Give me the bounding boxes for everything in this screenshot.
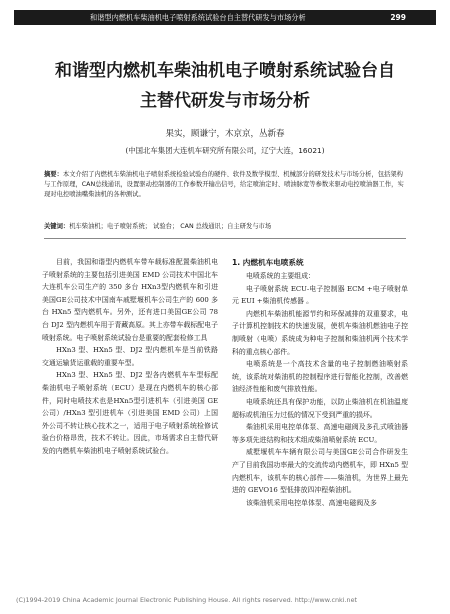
body-paragraph: HXn3 型、HXn5 型、DJ2 型各内燃机车车型标配柴油机电子喷射系统（ECU）是现在内燃机车的核心部件，同时电喷技术也是HXn5型引进机车（引进美国 GE 公司）/HXn3 型引进机车（引进美国 EMD 公司）上国外公司不转让核心技术之一，适用于电子喷射系统检修试验台价格昂贵，技术不转让。因此，市场需求自主替代研发的内燃机车柴油机电子喷射系统试验台。 [42,371,218,455]
article-title [0,56,450,116]
keywords-label: 关键词： [44,223,70,230]
body-paragraph: 电喷系统是一个高技术含量的电子控制燃油喷射系统，该系统对柴油机的控制程序进行智能化控制，改善燃油经济性能和废气排放性能。 [232,360,408,394]
keywords [44,222,406,232]
keywords-text: 机车柴油机；电子喷射系统； 试验台； CAN 总线通讯；自主研发与市场 [69,223,272,230]
body-paragraph: 电子喷射系统 ECU-电子控制器 ECM +电子喷射单元 EUI +柴油机传感器 。 [232,284,408,306]
left-column [42,256,218,458]
body-paragraph: HXn3 型、HXn5 型、DJ2 型内燃机车是当前铁路交通运输货运重载的重要车型。 [42,346,218,367]
article-affiliation: (中国北车集团大连机车研究所有限公司，辽宁大连，16021) [125,146,325,155]
abstract [44,170,406,199]
body-paragraph: 电喷系统的主要组成： [246,272,315,280]
running-header-title: 和谐型内燃机车柴油机电子喷射系统试验台自主替代研发与市场分析 [90,13,306,22]
abstract-label: 摘要： [44,171,63,178]
right-column [232,256,408,509]
body-paragraph: 该柴油机采用电控单体泵、高速电磁阀及多 [246,498,377,507]
body-paragraph: 目前，我国和谐型内燃机车带车载标准配置柴油机电子喷射系统的主要包括引进美国 EMD 公司技术中国北车大连机车公司生产的 350 多台 HXn3型内燃机车和引进美国GE公司技术中国南车戚墅堰机车公司生产的 600 多台 HXn5 型内燃机车。另外，还有进口美国GE公司 78 台 DJ2 型内燃机车用于青藏高原。其上亦带车载标配电子喷射系统。电子喷射系统试验台是重要的配套检修工具 [42,258,218,342]
body-paragraph: 电喷系统还具有保护功能，以防止柴油机在机油温度超标或机油压力过低的情况下受到严重的损坏。 [232,397,408,419]
section-heading: 1. 内燃机车电喷系统 [232,258,304,267]
page-number: 299 [390,13,406,22]
body-paragraph: 威墅堰机车车辆有限公司与美国GE公司合作研发生产了目前我国功率最大的交流传动内燃机车，即 HXn5 型内燃机车，该机车的核心部件——柴油机，为世界上最先进的 GEVO16 型低排放四冲程柴油机。 [232,448,408,495]
article-title-line-2: 主替代研发与市场分析 [140,91,310,111]
article-title-line-1: 和谐型内燃机车柴油机电子喷射系统试验台自 [55,61,395,81]
copyright-footer: (C)1994-2019 China Academic Journal Electronic Publishing House. All rights reserved. http://www.cnki.net [16,596,358,604]
body-paragraph: 柴油机采用电控单体泵、高速电磁阀及多孔式喷油器等多项先进结构和技术组成柴油喷射系统 ECU。 [232,423,408,444]
divider [44,238,406,239]
article-authors: 果实，顾谦宁，木京京，丛新春 [165,129,285,139]
running-header [14,10,436,25]
body-paragraph: 内燃机车柴油机能源节约和环保减排的双重要求，电子计算机控制技术的快速发展，使机车柴油机燃油电子控制喷射（电喷）系统成为种电子控制和柴油机两个技术学科的重点核心部件。 [232,309,408,356]
abstract-text: 本文介绍了内燃机车柴油机电子喷射系统检验试验台的硬件、软件及数学模型、机械部分的研发技术与市场分析，包括架构与工作原理，CAN总线通讯，设置驱动控制器的工作参数开输出信号，给定喷油定时、喷油脉宽等参数来驱动电控喷油器工作，实现对电控喷油嘴柴油机的各种测试。 [44,171,404,198]
